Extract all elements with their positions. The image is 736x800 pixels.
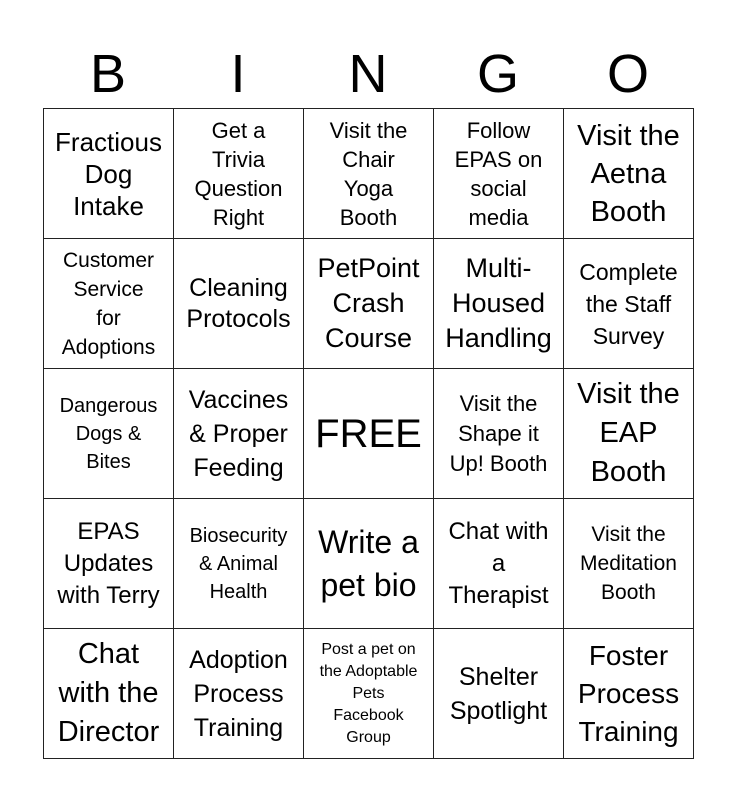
bingo-cell-free-space: FREE [304, 369, 434, 499]
bingo-card-grid [43, 108, 694, 759]
bingo-cell-r4-c1: EPAS Updates with Terry [44, 499, 174, 629]
bingo-cell-r4-c2: Biosecurity & Animal Health [174, 499, 304, 629]
header-letter-o: O [606, 44, 649, 104]
header-letter-g: G [476, 44, 519, 104]
bingo-cell-r3-c4: Visit the Shape it Up! Booth [434, 369, 564, 499]
bingo-cell-r3-c5: Visit the EAP Booth [564, 369, 694, 499]
bingo-cell-r2-c2: Cleaning Protocols [174, 239, 304, 369]
bingo-cell-r5-c1: Chat with the Director [44, 629, 174, 759]
bingo-cell-r1-c3: Visit the Chair Yoga Booth [304, 109, 434, 239]
bingo-cell-r1-c1: Fractious Dog Intake [44, 109, 174, 239]
bingo-cell-r4-c5: Visit the Meditation Booth [564, 499, 694, 629]
header-letter-b: B [89, 44, 127, 104]
bingo-cell-r1-c5: Visit the Aetna Booth [564, 109, 694, 239]
bingo-cell-r5-c2: Adoption Process Training [174, 629, 304, 759]
header-letter-i: I [230, 44, 246, 104]
bingo-cell-r3-c1: Dangerous Dogs & Bites [44, 369, 174, 499]
bingo-cell-r2-c4: Multi- Housed Handling [434, 239, 564, 369]
bingo-cell-r2-c5: Complete the Staff Survey [564, 239, 694, 369]
bingo-cell-r1-c2: Get a Trivia Question Right [174, 109, 304, 239]
bingo-cell-r5-c3: Post a pet on the Adoptable Pets Facebook Group [304, 629, 434, 759]
bingo-header [43, 40, 693, 108]
bingo-cell-r2-c3: PetPoint Crash Course [304, 239, 434, 369]
bingo-cell-r5-c5: Foster Process Training [564, 629, 694, 759]
bingo-cell-r4-c3: Write a pet bio [304, 499, 434, 629]
bingo-cell-r4-c4: Chat with a Therapist [434, 499, 564, 629]
header-letter-n: N [348, 44, 388, 104]
bingo-cell-r5-c4: Shelter Spotlight [434, 629, 564, 759]
bingo-cell-r2-c1: Customer Service for Adoptions [44, 239, 174, 369]
bingo-cell-r1-c4: Follow EPAS on social media [434, 109, 564, 239]
bingo-cell-r3-c2: Vaccines & Proper Feeding [174, 369, 304, 499]
